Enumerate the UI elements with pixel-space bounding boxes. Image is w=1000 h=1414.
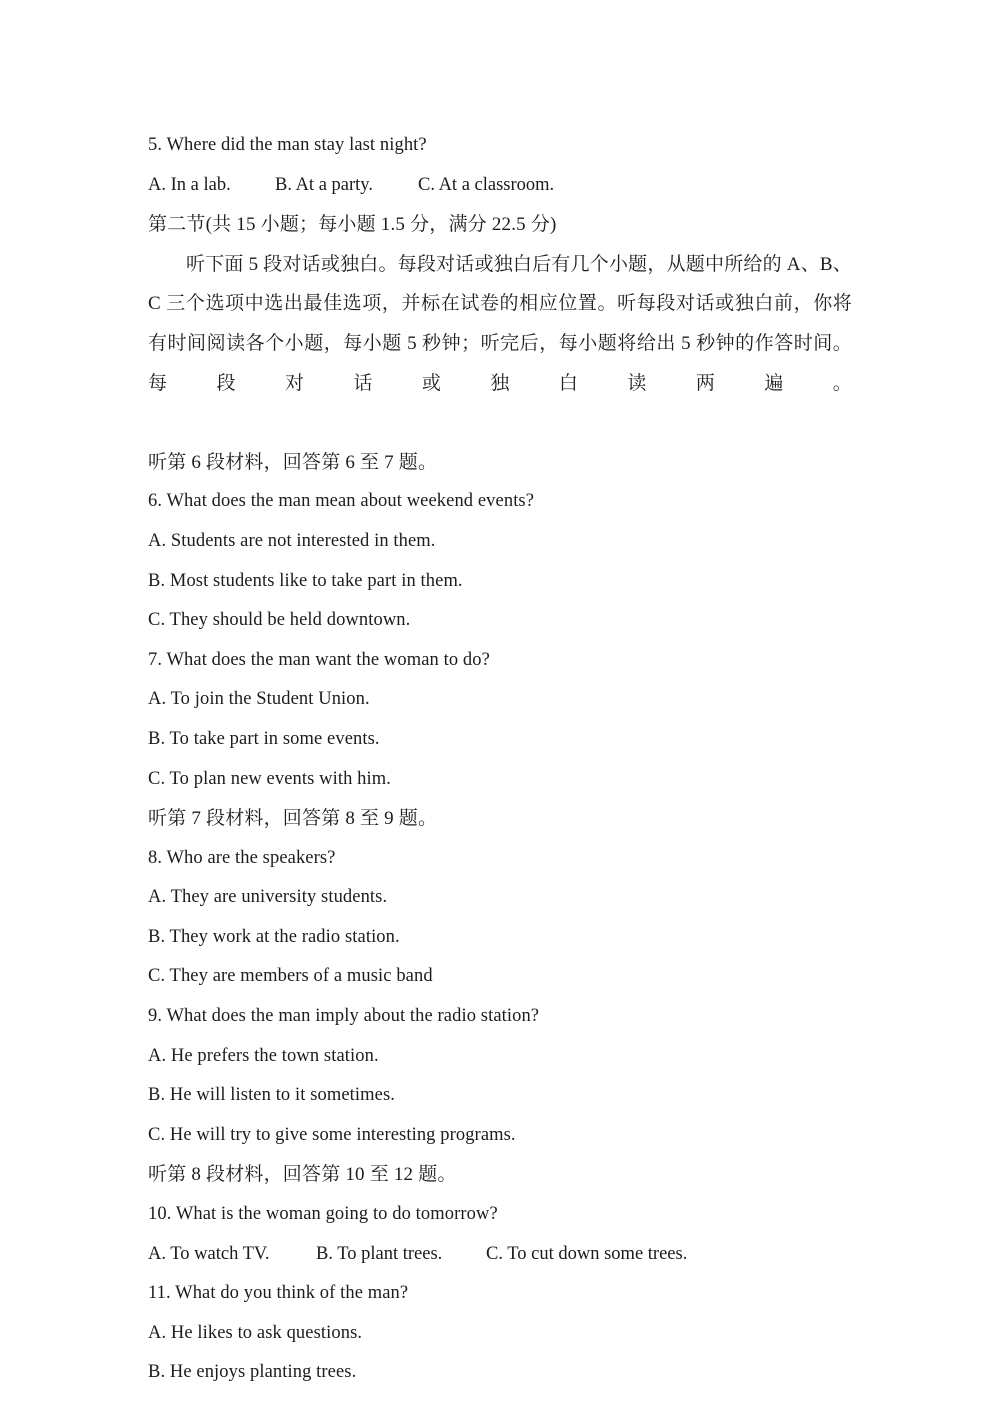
- page-content: [148, 126, 852, 1393]
- question-5-option-a[interactable]: A. In a lab.: [148, 174, 231, 195]
- question-10-option-c[interactable]: C. To cut down some trees.: [486, 1243, 688, 1264]
- question-9-option-a[interactable]: A. He prefers the town station.: [148, 1045, 379, 1066]
- direction-material-8: 听第 8 段材料，回答第 10 至 12 题。: [148, 1164, 457, 1186]
- question-6-option-b[interactable]: B. Most students like to take part in them.: [148, 570, 463, 591]
- question-9-option-c[interactable]: C. He will try to give some interesting programs.: [148, 1124, 516, 1145]
- section-title: 第二节(共 15 小题；每小题 1.5 分，满分 22.5 分): [148, 214, 557, 236]
- question-10-option-b[interactable]: B. To plant trees.: [316, 1243, 443, 1264]
- question-11-option-a[interactable]: A. He likes to ask questions.: [148, 1322, 363, 1343]
- question-8-option-a[interactable]: A. They are university students.: [148, 887, 388, 908]
- question-10-options: [148, 1235, 852, 1275]
- question-11-stem: 11. What do you think of the man?: [148, 1283, 409, 1304]
- question-7-option-c[interactable]: C. To plan new events with him.: [148, 768, 391, 789]
- direction-material-6: 听第 6 段材料，回答第 6 至 7 题。: [148, 451, 438, 473]
- question-5-option-b[interactable]: B. At a party.: [275, 174, 373, 195]
- question-10-option-a[interactable]: A. To watch TV.: [148, 1243, 270, 1264]
- question-5-option-c[interactable]: C. At a classroom.: [418, 174, 555, 195]
- question-5-stem: 5. Where did the man stay last night?: [148, 135, 427, 155]
- listening-instruction-text: 听下面 5 段对话或独白。每段对话或独白后有几个小题，从题中所给的 A、B、C 三个选项中选出最佳选项，并标在试卷的相应位置。听每段对话或独白前，你将有时间阅读各个小题，每小题 5 秒钟；听完后，每小题将给出 5 秒钟的作答时间。每段对话或独白读两遍。: [148, 253, 852, 394]
- question-9-stem: 9. What does the man imply about the radio station?: [148, 1006, 540, 1027]
- listening-instruction: [148, 245, 852, 443]
- question-5-options: [148, 166, 852, 206]
- question-7-option-b[interactable]: B. To take part in some events.: [148, 728, 380, 749]
- question-10-stem: 10. What is the woman going to do tomorrow?: [148, 1204, 498, 1225]
- question-7-option-a[interactable]: A. To join the Student Union.: [148, 689, 370, 710]
- question-11-option-b[interactable]: B. He enjoys planting trees.: [148, 1362, 357, 1383]
- question-8-option-c[interactable]: C. They are members of a music band: [148, 966, 433, 987]
- question-9-option-b[interactable]: B. He will listen to it sometimes.: [148, 1085, 395, 1106]
- direction-material-7: 听第 7 段材料，回答第 8 至 9 题。: [148, 808, 438, 830]
- question-7-stem: 7. What does the man want the woman to do?: [148, 649, 490, 670]
- question-8-option-b[interactable]: B. They work at the radio station.: [148, 926, 400, 947]
- question-6-option-c[interactable]: C. They should be held downtown.: [148, 610, 411, 631]
- question-6-option-a[interactable]: A. Students are not interested in them.: [148, 530, 436, 551]
- question-8-stem: 8. Who are the speakers?: [148, 847, 336, 868]
- question-6-stem: 6. What does the man mean about weekend events?: [148, 491, 535, 512]
